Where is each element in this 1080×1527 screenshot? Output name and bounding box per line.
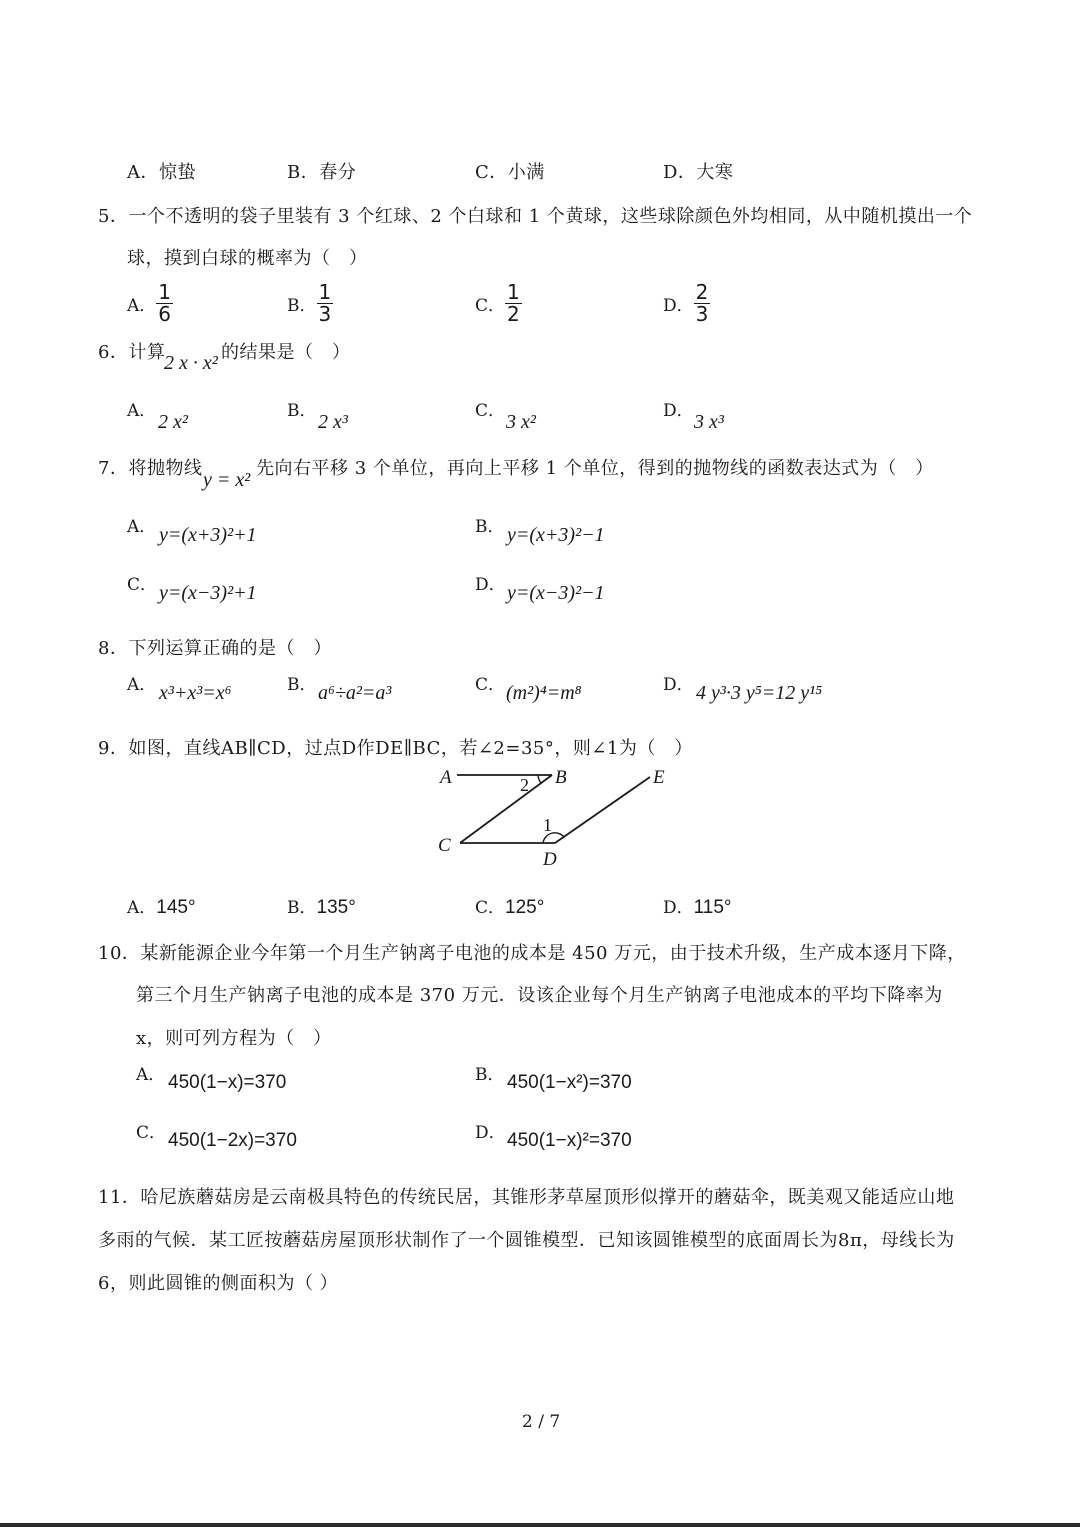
- q10-option-b-expr: 450(1−x²)=370: [507, 1072, 632, 1093]
- q5-stem-line1: 5．一个不透明的袋子里装有 3 个红球、2 个白球和 1 个黄球，这些球除颜色外均相同，从中随机摸出一个: [98, 206, 973, 227]
- option-letter: B．: [287, 898, 317, 918]
- option-letter: D．: [663, 898, 694, 918]
- option-value: 145°: [156, 897, 196, 918]
- q10-option-d-expr: 450(1−x)²=370: [507, 1130, 632, 1151]
- q10-option-c-expr: 450(1−2x)=370: [168, 1130, 297, 1151]
- q9-option-c: [475, 893, 544, 919]
- q8-stem: 8．下列运算正确的是（ ）: [98, 638, 332, 659]
- q5-option-d: [663, 282, 710, 325]
- scan-edge: [0, 1523, 1080, 1527]
- denominator: 6: [158, 302, 172, 326]
- q6-stem-prefix: 6．计算: [98, 342, 166, 363]
- option-value: 115°: [693, 897, 732, 918]
- q10-option-a-expr: 450(1−x)=370: [168, 1072, 287, 1093]
- q11-stem-line2: 多雨的气候．某工匠按蘑菇房屋顶形状制作了一个圆锥模型．已知该圆锥模型的底面周长为8π，母线长为: [98, 1230, 955, 1251]
- denominator: 3: [695, 302, 709, 326]
- q10-stem-line3: x，则可列方程为（ ）: [136, 1028, 332, 1049]
- q10-stem-line2: 第三个月生产钠离子电池的成本是 370 万元．设该企业每个月生产钠离子电池成本的平均下降率为: [136, 985, 943, 1006]
- label-1: 1: [543, 815, 552, 835]
- q6-option-a-expr: 2 x²: [158, 411, 188, 433]
- numerator: 2: [695, 280, 709, 304]
- option-letter: A．: [127, 296, 157, 316]
- angle-2-arc: [538, 775, 541, 783]
- q7-option-c-letter: C．: [127, 575, 158, 595]
- q9-geometry-figure: [430, 763, 690, 873]
- numerator: 1: [318, 280, 332, 304]
- q8-option-b-expr: a⁶÷a²=a³: [318, 682, 392, 704]
- q4-option-b: B．春分: [287, 162, 357, 183]
- q6-option-c-letter: C．: [475, 401, 506, 421]
- fraction: [156, 282, 173, 325]
- q7-expression: y = x²: [203, 469, 251, 491]
- line-bc: [460, 775, 552, 843]
- q6-option-d-expr: 3 x³: [694, 411, 724, 433]
- q8-option-b-letter: B．: [287, 675, 317, 695]
- numerator: 1: [507, 280, 520, 304]
- q6-option-c-expr: 3 x²: [506, 411, 536, 433]
- option-letter: A．: [127, 898, 157, 918]
- option-letter: D．: [663, 296, 694, 316]
- label-d: D: [543, 849, 557, 870]
- q5-option-c: [475, 282, 522, 325]
- q8-option-a-letter: A．: [127, 675, 157, 695]
- page-number: 2 / 7: [522, 1412, 561, 1432]
- q9-option-d: [663, 893, 732, 919]
- option-value: 125°: [505, 897, 545, 918]
- q11-stem-line1: 11．哈尼族蘑菇房是云南极具特色的传统民居，其锥形茅草屋顶形似撑开的蘑菇伞，既美观又能适应山地: [98, 1187, 955, 1208]
- q7-option-d-letter: D．: [475, 575, 506, 595]
- denominator: 3: [318, 302, 332, 326]
- q7-stem-prefix: 7．将抛物线: [98, 458, 203, 479]
- fraction: [317, 282, 334, 325]
- q8-option-a-expr: x³+x³=x⁶: [159, 682, 232, 704]
- q6-option-b-expr: 2 x³: [318, 411, 348, 433]
- q6-option-a-letter: A．: [127, 401, 157, 421]
- q4-option-a: A．惊蛰: [127, 162, 196, 183]
- fraction: [505, 282, 522, 325]
- q4-option-d: D．大寒: [663, 162, 734, 183]
- q5-option-a: [127, 282, 173, 325]
- q10-option-c-letter: C．: [136, 1123, 167, 1143]
- q7-option-a-expr: y=(x+3)²+1: [159, 524, 257, 546]
- q6-option-b-letter: B．: [287, 401, 317, 421]
- q7-option-c-expr: y=(x−3)²+1: [159, 582, 257, 604]
- option-letter: B．: [287, 296, 317, 316]
- q6-expression: 2 x · x²: [164, 352, 218, 374]
- label-b: B: [555, 767, 567, 788]
- q9-stem: 9．如图，直线AB∥CD，过点D作DE∥BC，若∠2=35°，则∠1为（ ）: [98, 738, 693, 759]
- q5-stem-line2: 球，摸到白球的概率为（ ）: [127, 248, 368, 269]
- q6-option-d-letter: D．: [663, 401, 694, 421]
- option-letter: C．: [475, 898, 506, 918]
- label-a: A: [440, 767, 452, 788]
- q8-option-d-letter: D．: [663, 675, 694, 695]
- q11-stem-line3: 6，则此圆锥的侧面积为（ ）: [98, 1273, 339, 1294]
- q7-stem-suffix: 先向右平移 3 个单位，再向上平移 1 个单位，得到的抛物线的函数表达式为（ ）: [256, 458, 934, 479]
- q8-option-c-expr: (m²)⁴=m⁸: [506, 682, 582, 704]
- label-e: E: [653, 767, 665, 788]
- option-value: 135°: [316, 897, 356, 918]
- line-de: [555, 777, 650, 843]
- q10-option-d-letter: D．: [475, 1123, 506, 1143]
- q7-option-b-expr: y=(x+3)²−1: [507, 524, 605, 546]
- q8-option-d-expr: 4 y³·3 y⁵=12 y¹⁵: [696, 682, 823, 704]
- q9-option-b: [287, 893, 356, 919]
- q6-stem-suffix: 的结果是（ ）: [221, 342, 351, 363]
- option-letter: C．: [475, 296, 506, 316]
- q7-option-d-expr: y=(x−3)²−1: [507, 582, 605, 604]
- q7-option-a-letter: A．: [127, 517, 157, 537]
- q4-option-c: C．小满: [475, 162, 545, 183]
- q8-option-c-letter: C．: [475, 675, 506, 695]
- q7-option-b-letter: B．: [475, 517, 505, 537]
- label-2: 2: [520, 775, 529, 795]
- q10-stem-line1: 10．某新能源企业今年第一个月生产钠离子电池的成本是 450 万元，由于技术升级，生产成本逐月下降，: [98, 943, 966, 964]
- denominator: 2: [507, 302, 520, 326]
- label-c: C: [438, 835, 451, 856]
- q5-option-b: [287, 282, 333, 325]
- q9-option-a: [127, 893, 196, 919]
- q10-option-b-letter: B．: [475, 1065, 505, 1085]
- q10-option-a-letter: A．: [136, 1065, 166, 1085]
- numerator: 1: [158, 280, 172, 304]
- fraction: [694, 282, 711, 325]
